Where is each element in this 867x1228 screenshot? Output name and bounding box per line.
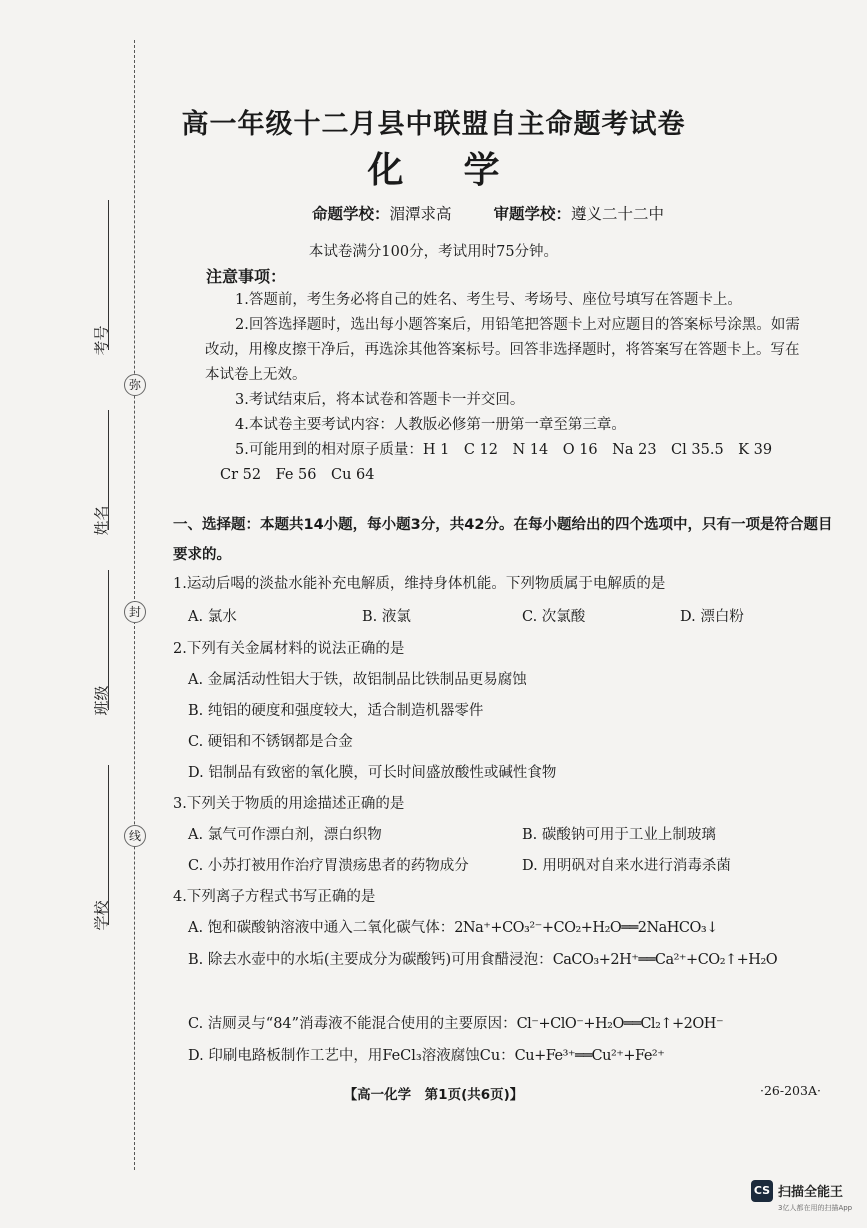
q4-equation-a: 2Na⁺+CO₃²⁻+CO₂+H₂O══2NaHCO₃↓ xyxy=(454,920,718,936)
question-2-stem: 2.下列有关金属材料的说法正确的是 xyxy=(173,641,405,657)
name-label: 姓名 xyxy=(92,505,111,536)
camscanner-logo-icon: CS xyxy=(751,1180,773,1202)
scanner-tagline: 3亿人都在用的扫描App xyxy=(778,1204,853,1212)
reviewer-label: 审题学校： xyxy=(493,205,572,223)
setter-label: 命题学校： xyxy=(312,205,390,223)
q3-option-b[interactable]: B. 碳酸钠可用于工业上制玻璃 xyxy=(522,827,716,843)
subject-title: 化学 xyxy=(367,150,560,191)
notice-item: 5.可能用到的相对原子质量：H 1 C 12 N 14 O 16 Na 23 Cl 35.5 K 39 xyxy=(235,442,773,458)
notice-item: 3.考试结束后，将本试卷和答题卡一并交回。 xyxy=(235,392,525,408)
q3-option-a[interactable]: A. 氯气可作漂白剂，漂白织物 xyxy=(188,827,382,843)
seal-mark-xian: 线 xyxy=(124,825,146,847)
seal-mark-mi: 弥 xyxy=(124,374,146,396)
q1-option-b[interactable]: B. 液氯 xyxy=(362,609,411,625)
school-label: 学校 xyxy=(92,900,111,931)
q3-option-d[interactable]: D. 用明矾对自来水进行消毒杀菌 xyxy=(522,858,731,874)
notice-heading: 注意事项： xyxy=(206,267,287,286)
notice-list xyxy=(205,288,805,488)
notice-item: 4.本试卷主要考试内容：人教版必修第一册第一章至第三章。 xyxy=(235,417,626,433)
class-label: 班级 xyxy=(92,685,111,716)
q1-option-d[interactable]: D. 漂白粉 xyxy=(680,609,744,625)
q4-equation-d: Cu+Fe³⁺══Cu²⁺+Fe²⁺ xyxy=(514,1048,665,1064)
question-1-stem: 1.运动后喝的淡盐水能补充电解质，维持身体机能。下列物质属于电解质的是 xyxy=(173,576,666,592)
exam-title: 高一年级十二月县中联盟自主命题考试卷 xyxy=(181,109,686,140)
exam-number-field[interactable] xyxy=(84,325,118,356)
notice-item: 2.回答选择题时，选出每小题答案后，用铅笔把答题卡上对应题目的答案标号涂黑。如需改动，用橡皮擦干净后，再选涂其他答案标号。回答非选择题时，将答案写在答题卡上。写在本试卷上无效。 xyxy=(205,317,800,383)
paper-code: ·26-203A· xyxy=(760,1083,821,1098)
q4-option-c-text: C. 洁厕灵与“84”消毒液不能混合使用的主要原因： xyxy=(188,1016,517,1032)
q4-option-b[interactable] xyxy=(188,948,777,969)
school-info xyxy=(312,202,664,224)
setter-school: 湄潭求高 xyxy=(389,205,452,223)
name-field[interactable] xyxy=(84,505,118,536)
page-footer: 【高一化学 第1页(共6页)】 xyxy=(343,1087,524,1103)
q4-option-b-text: B. 除去水壶中的水垢(主要成分为碳酸钙)可用食醋浸泡： xyxy=(188,952,553,968)
question-4-stem: 4.下列离子方程式书写正确的是 xyxy=(173,889,376,905)
q4-option-a[interactable] xyxy=(188,916,718,937)
q1-option-a[interactable]: A. 氯水 xyxy=(188,609,237,625)
q4-equation-c: Cl⁻+ClO⁻+H₂O══Cl₂↑+2OH⁻ xyxy=(516,1016,724,1032)
section-heading: 一、选择题：本题共14小题，每小题3分，共42分。在每小题给出的四个选项中，只有一项是符合题目要求的。 xyxy=(173,517,833,563)
question-3-stem: 3.下列关于物质的用途描述正确的是 xyxy=(173,796,405,812)
q4-option-d[interactable] xyxy=(188,1044,664,1065)
q2-option-c[interactable]: C. 硬铝和不锈钢都是合金 xyxy=(188,734,353,750)
reviewer-school: 遵义二十二中 xyxy=(571,205,665,223)
q4-equation-b: CaCO₃+2H⁺══Ca²⁺+CO₂↑+H₂O xyxy=(552,952,778,968)
q4-option-a-text: A. 饱和碳酸钠溶液中通入二氧化碳气体： xyxy=(188,920,455,936)
seal-mark-feng: 封 xyxy=(124,601,146,623)
class-field[interactable] xyxy=(84,685,118,716)
q1-option-c[interactable]: C. 次氯酸 xyxy=(522,609,586,625)
q2-option-d[interactable]: D. 铝制品有致密的氧化膜，可长时间盛放酸性或碱性食物 xyxy=(188,765,557,781)
q3-option-c[interactable]: C. 小苏打被用作治疗胃溃疡患者的药物成分 xyxy=(188,858,469,874)
q2-option-b[interactable]: B. 纯铝的硬度和强度较大，适合制造机器零件 xyxy=(188,703,484,719)
q4-option-d-text: D. 印刷电路板制作工艺中，用FeCl₃溶液腐蚀Cu： xyxy=(188,1048,515,1064)
exam-info: 本试卷满分100分，考试用时75分钟。 xyxy=(308,244,559,260)
notice-item: Cr 52 Fe 56 Cu 64 xyxy=(220,467,375,483)
q2-option-a[interactable]: A. 金属活动性铝大于铁，故铝制品比铁制品更易腐蚀 xyxy=(188,672,527,688)
school-field[interactable] xyxy=(84,900,118,931)
exam-number-label: 考号 xyxy=(92,325,111,356)
scanner-app-name: 扫描全能王 xyxy=(778,1185,844,1200)
notice-item: 1.答题前，考生务必将自己的姓名、考生号、考场号、座位号填写在答题卡上。 xyxy=(235,292,742,308)
q4-option-c[interactable] xyxy=(188,1012,723,1033)
